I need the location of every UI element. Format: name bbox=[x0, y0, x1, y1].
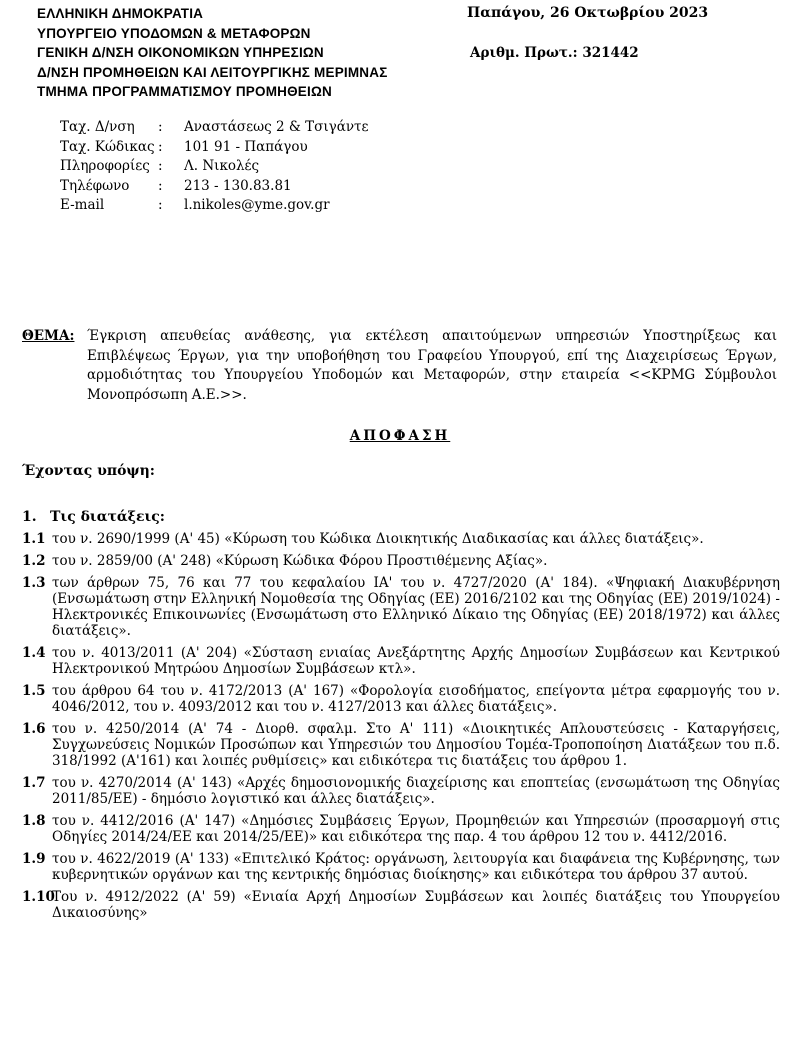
item-number: 1.10 bbox=[22, 889, 55, 905]
contact-label: E-mail bbox=[60, 197, 105, 213]
letterhead bbox=[37, 4, 388, 102]
contact-value: 213 - 130.83.81 bbox=[184, 177, 292, 194]
contact-separator: : bbox=[158, 177, 163, 194]
contact-separator: : bbox=[158, 158, 163, 174]
subject-text: Έγκριση απευθείας ανάθεσης, για εκτέλεση απαιτούμενων υπηρεσιών Υποστηρίξεως και Επιβλέψεως Έργων, για την υποβοήθηση του Γραφείου Υπουργού, επί της Διαχειρίσεως Έργων, αρμοδιότητας του Υπουργείου Υποδομών και Μεταφορών, στην εταιρεία <<KPMG Σύμβουλοι Μονοπρόσωπη Α.Ε.>>. bbox=[87, 328, 777, 403]
list-item bbox=[22, 721, 780, 769]
contact-email-link[interactable]: l.nikoles@yme.gov.gr bbox=[184, 197, 330, 213]
list-item bbox=[22, 775, 780, 807]
item-number: 1.3 bbox=[22, 575, 46, 591]
item-number: 1.7 bbox=[22, 775, 46, 791]
contact-value: Λ. Νικολές bbox=[184, 158, 260, 174]
contact-label: Ταχ. Κώδικας bbox=[60, 138, 155, 155]
contact-value: Αναστάσεως 2 & Τσιγάντε bbox=[184, 119, 369, 135]
section-1-title: Τις διατάξεις: bbox=[50, 509, 165, 525]
letterhead-line-2: ΥΠΟΥΡΓΕΙΟ ΥΠΟΔΟΜΩΝ & ΜΕΤΑΦΟΡΩΝ bbox=[37, 25, 311, 41]
legal-provisions-list bbox=[22, 531, 780, 927]
list-item bbox=[22, 889, 780, 921]
item-number: 1.9 bbox=[22, 851, 46, 867]
letterhead-line-4: Δ/ΝΣΗ ΠΡΟΜΗΘΕΙΩΝ ΚΑΙ ΛΕΙΤΟΥΡΓΙΚΗΣ ΜΕΡΙΜΝΑΣ bbox=[37, 64, 388, 80]
item-text: του ν. 4412/2016 (Α' 147) «Δημόσιες Συμβάσεις Έργων, Προμηθειών και Υπηρεσιών (προσαρμογή στις Οδηγίες 2014/24/ΕΕ και 2014/25/ΕΕ)» και ειδικότερα της παρ. 4 του άρθρου 12 του ν. 4412/2016. bbox=[52, 813, 780, 845]
item-text: του ν. 4622/2019 (Α' 133) «Επιτελικό Κράτος: οργάνωση, λειτουργία και διαφάνεια της Κυβέρνησης, των κυβερνητικών οργάνων και της κεντρικής δημόσιας διοίκησης» και ειδικότερα του άρθρου 37 αυτού. bbox=[52, 851, 780, 883]
contact-row-address bbox=[60, 118, 369, 138]
document-date: Παπάγου, 26 Οκτωβρίου 2023 bbox=[467, 5, 709, 21]
item-text: των άρθρων 75, 76 και 77 του κεφαλαίου ΙΑ' του ν. 4727/2020 (Α' 184). «Ψηφιακή Διακυβέρνηση (Ενσωμάτωση στην Ελληνική Νομοθεσία της Οδηγίας (ΕΕ) 2016/2102 και της Οδηγίας (ΕΕ) 2019/1024) - Ηλεκτρονικές Επικοινωνίες (Ενσωμάτωση στο Ελληνικό Δίκαιο της Οδηγίας (ΕΕ) 2018/1972) και άλλες διατάξεις». bbox=[52, 575, 780, 639]
item-text: Του ν. 4912/2022 (Α' 59) «Ενιαία Αρχή Δημοσίων Συμβάσεων και λοιπές διατάξεις του Υπουργείου Δικαιοσύνης» bbox=[52, 889, 780, 921]
section-1-number: 1. bbox=[22, 509, 37, 525]
list-item bbox=[22, 531, 780, 547]
decision-title: ΑΠΟΦΑΣΗ bbox=[349, 428, 451, 444]
contact-separator: : bbox=[158, 138, 163, 155]
item-number: 1.8 bbox=[22, 813, 46, 829]
item-text: του ν. 2859/00 (Α' 248) «Κύρωση Κώδικα Φόρου Προστιθέμενης Αξίας». bbox=[52, 553, 548, 569]
item-number: 1.4 bbox=[22, 645, 46, 661]
list-item bbox=[22, 645, 780, 677]
letterhead-line-1: ΕΛΛΗΝΙΚΗ ΔΗΜΟΚΡΑΤΙΑ bbox=[37, 6, 204, 21]
contact-info bbox=[60, 118, 369, 216]
contact-separator: : bbox=[158, 197, 163, 213]
contact-label: Πληροφορίες bbox=[60, 158, 150, 174]
item-text: του ν. 4013/2011 (Α' 204) «Σύσταση ενιαίας Ανεξάρτητης Αρχής Δημοσίων Συμβάσεων και Κεντρικού Ηλεκτρονικού Μητρώου Δημοσίων Συμβάσεων κτλ». bbox=[52, 645, 780, 677]
contact-value: 101 91 - Παπάγου bbox=[184, 138, 308, 155]
list-item bbox=[22, 683, 780, 715]
contact-row-email bbox=[60, 196, 369, 216]
contact-row-info bbox=[60, 157, 369, 177]
subject-block bbox=[22, 327, 777, 405]
item-text: του ν. 4250/2014 (Α' 74 - Διορθ. σφαλμ. Στο Α' 111) «Διοικητικές Απλουστεύσεις - Καταργήσεις, Συγχωνεύσεις Νομικών Προσώπων και Υπηρεσιών του Δημοσίου Τομέα-Τροποποίηση Διατάξεων του π.δ. 318/1992 (Α'161) και λοιπές ρυθμίσεις» και ειδικότερα τις διατάξεις του άρθρου 1. bbox=[52, 721, 780, 769]
contact-row-phone bbox=[60, 177, 369, 197]
list-item bbox=[22, 553, 780, 569]
list-item bbox=[22, 851, 780, 883]
item-text: του ν. 4270/2014 (Α' 143) «Αρχές δημοσιονομικής διαχείρισης και εποπτείας (ενσωμάτωση της Οδηγίας 2011/85/ΕΕ) - δημόσιο λογιστικό και άλλες διατάξεις». bbox=[52, 775, 780, 807]
contact-separator: : bbox=[158, 119, 163, 135]
subject-label: ΘΕΜΑ: bbox=[22, 328, 75, 344]
letterhead-line-3: ΓΕΝΙΚΗ Δ/ΝΣΗ ΟΙΚΟΝΟΜΙΚΩΝ ΥΠΗΡΕΣΙΩΝ bbox=[37, 45, 324, 60]
protocol-number: Αριθμ. Πρωτ.: 321442 bbox=[470, 45, 639, 61]
item-number: 1.5 bbox=[22, 683, 46, 699]
contact-row-postcode bbox=[60, 138, 369, 158]
section-1-heading bbox=[22, 509, 165, 525]
item-number: 1.6 bbox=[22, 721, 46, 737]
item-text: του ν. 2690/1999 (Α' 45) «Κύρωση του Κώδικα Διοικητικής Διαδικασίας και άλλες διατάξεις». bbox=[52, 531, 704, 547]
item-number: 1.1 bbox=[22, 531, 46, 547]
item-number: 1.2 bbox=[22, 553, 46, 569]
letterhead-line-5: ΤΜΗΜΑ ΠΡΟΓΡΑΜΜΑΤΙΣΜΟΥ ΠΡΟΜΗΘΕΙΩΝ bbox=[37, 84, 332, 99]
list-item bbox=[22, 813, 780, 845]
considering-heading: Έχοντας υπόψη: bbox=[22, 463, 155, 479]
item-text: του άρθρου 64 του ν. 4172/2013 (Α' 167) «Φορολογία εισοδήματος, επείγοντα μέτρα εφαρμογής του ν. 4046/2012, του ν. 4093/2012 και του ν. 4127/2013 και άλλες διατάξεις». bbox=[52, 683, 780, 715]
contact-label: Ταχ. Δ/νση bbox=[60, 119, 135, 135]
contact-label: Τηλέφωνο bbox=[60, 177, 130, 194]
list-item bbox=[22, 575, 780, 639]
